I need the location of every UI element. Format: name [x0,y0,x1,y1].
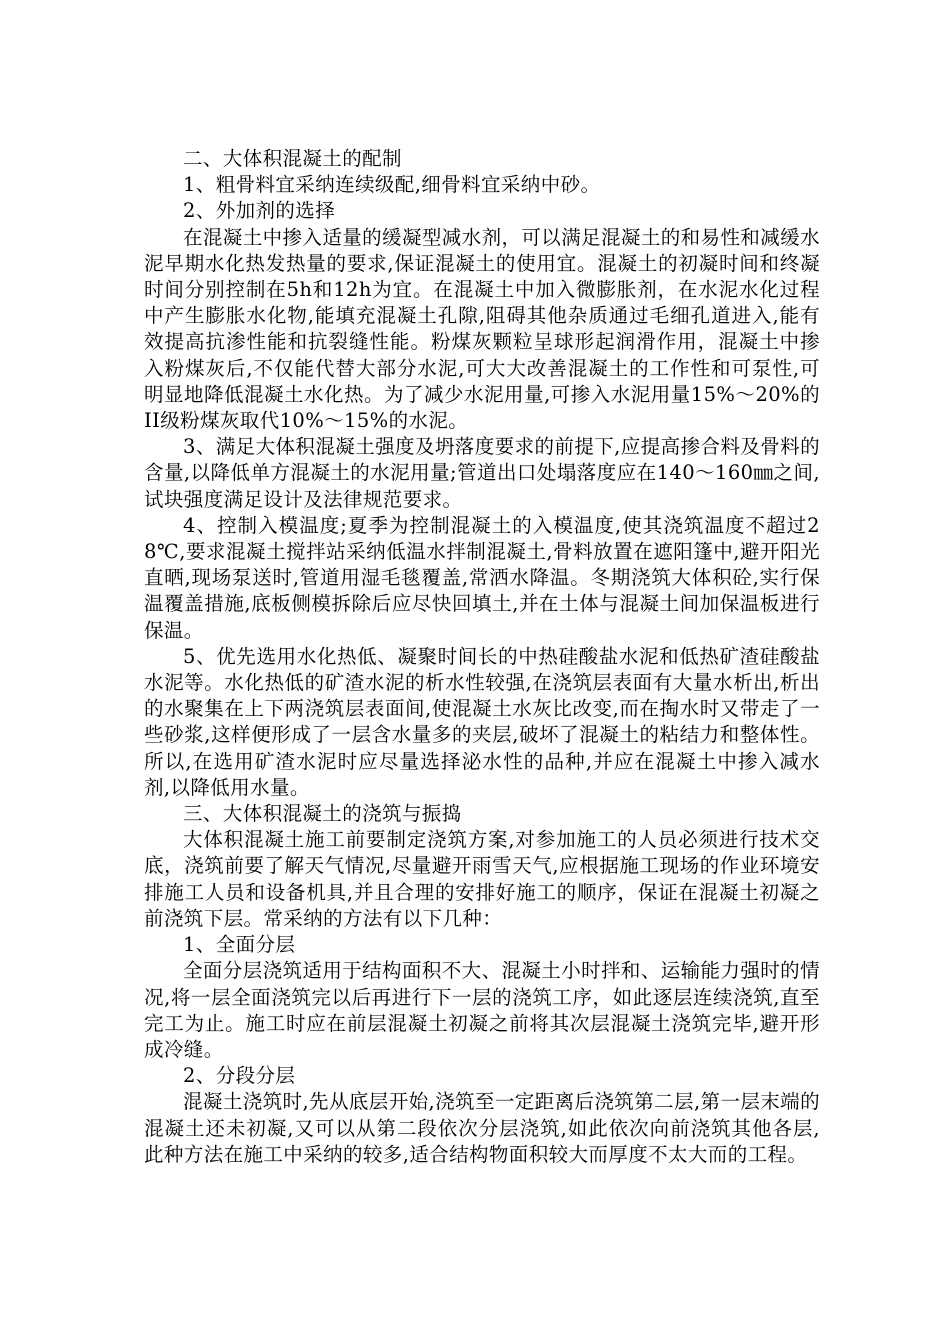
item-cement: 5、优先选用水化热低、凝聚时间长的中热硅酸盐水泥和低热矿渣硅酸盐水泥等。水化热低的矿渣水泥的析水性较强,在浇筑层表面有大量水析出,析出的水聚集在上下两浇筑层表面间,使混凝土水灰比改变,而在掏水时又带走了一些砂浆,这样便形成了一层含水量多的夹层,破坏了混凝土的粘结力和整体性。所以,在选用矿渣水泥时应尽量选择泌水性的品种,并应在混凝土中掺入减水剂,以降低用水量。 [144,644,820,799]
item-full-layering-heading: 1、全面分层 [183,933,296,957]
item-aggregate: 1、粗骨料宜采纳连续级配,细骨料宜采纳中砂。 [183,173,601,197]
item-slump: 3、满足大体积混凝土强度及坍落度要求的前提下,应提高掺合料及骨料的含量,以降低单方混凝土的水泥用量;管道出口处塌落度应在140～160㎜之间,试块强度满足设计及法律规范要求。 [144,435,820,511]
item-segmented-layering-heading: 2、分段分层 [183,1064,296,1088]
document-body [144,146,820,1168]
section-heading-pouring: 三、大体积混凝土的浇筑与振捣 [183,802,462,826]
paragraph-admixture: 在混凝土中掺入适量的缓凝型减水剂，可以满足混凝土的和易性和减缓水泥早期水化热发热量的要求,保证混凝土的使用宜。混凝土的初凝时间和终凝时间分别控制在5h和12h为宜。在混凝土中加入微膨胀剂，在水泥水化过程中产生膨胀水化物,能填充混凝土孔隙,阻碍其他杂质通过毛细孔道进入,能有效提高抗渗性能和抗裂缝性能。粉煤灰颗粒呈球形起润滑作用，混凝土中掺入粉煤灰后,不仅能代替大部分水泥,可大大改善混凝土的工作性和可泵性,可明显地降低混凝土水化热。为了减少水泥用量,可掺入水泥用量15%～20%的II级粉煤灰取代10%～15%的水泥。 [144,225,820,433]
item-temperature: 4、控制入模温度;夏季为控制混凝土的入模温度,使其浇筑温度不超过28℃,要求混凝土搅拌站采纳低温水拌制混凝土,骨料放置在遮阳篷中,避开阳光直晒,现场泵送时,管道用湿毛毯覆盖,常洒水降温。冬期浇筑大体积砼,实行保温覆盖措施,底板侧模拆除后应尽快回填土,并在土体与混凝土间加保温板进行保温。 [144,513,820,642]
paragraph-pouring-plan: 大体积混凝土施工前要制定浇筑方案,对参加施工的人员必须进行技术交底，浇筑前要了解天气情况,尽量避开雨雪天气,应根据施工现场的作业环境安排施工人员和设备机具,并且合理的安排好施工的顺序，保证在混凝土初凝之前浇筑下层。常采纳的方法有以下几种： [144,828,820,930]
item-admixture-heading: 2、外加剂的选择 [183,199,336,223]
section-heading-mix-design: 二、大体积混凝土的配制 [183,147,402,170]
paragraph-full-layering: 全面分层浇筑适用于结构面积不大、混凝土小时拌和、运输能力强时的情况,将一层全面浇筑完以后再进行下一层的浇筑工序，如此逐层连续浇筑,直至完工为止。施工时应在前层混凝土初凝之前将其次层混凝土浇筑完毕,避开形成冷缝。 [144,959,820,1061]
paragraph-segmented-layering: 混凝土浇筑时,先从底层开始,浇筑至一定距离后浇筑第二层,第一层末端的混凝土还未初凝,又可以从第二段依次分层浇筑,如此依次向前浇筑其他各层,此种方法在施工中采纳的较多,适合结构物面积较大而厚度不太大而的工程。 [144,1090,820,1166]
